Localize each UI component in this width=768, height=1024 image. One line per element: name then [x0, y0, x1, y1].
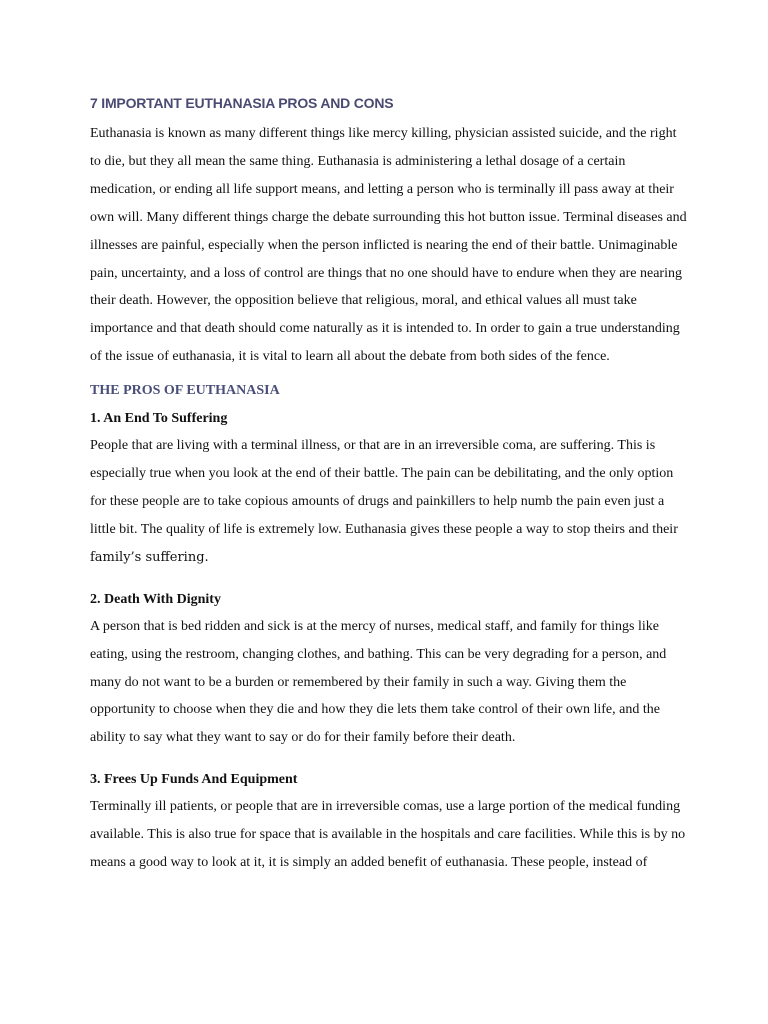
pro-item-3 [90, 766, 690, 877]
pro-body-2: A person that is bed ridden and sick is at the mercy of nurses, medical staff, and family for things like eating, using the restroom, changing clothes, and bathing. This can be very degrading for a person, and many do not want to be a burden or remembered by their family in such a way. Giving them the opportunity to choose when they die and how they die lets them take control of their own life, and the ability to say what they want to say or do for their family before their death. [90, 618, 667, 746]
document-title: 7 IMPORTANT EUTHANASIA PROS AND CONS [90, 95, 394, 111]
pros-section-heading: THE PROS OF EUTHANASIA [90, 383, 280, 399]
document-page [90, 92, 690, 877]
pro-body-1-text: People that are living with a terminal illness, or that are in an irreversible coma, are suffering. This is especially true when you look at the end of their battle. The pain can be debilitating, and the only option for these people are to take copious amounts of drugs and painkillers to help numb the pain even just a little bit. The quality of life is extremely low. Euthanasia gives these people a way to stop theirs and their [90, 438, 678, 537]
pro-body-1 [90, 432, 690, 572]
pro-heading-2: 2. Death With Dignity [90, 591, 221, 607]
pro-body-3: Terminally ill patients, or people that are in irreversible comas, use a large portion of the medical funding available. This is also true for space that is available in the hospitals and care facilities. While this is by no means a good way to look at it, it is simply an added benefit of euthanasia. These people, instead of [90, 799, 686, 871]
pro-body-1-tail: family’s suffering. [90, 549, 209, 565]
pro-heading-1: 1. An End To Suffering [90, 411, 228, 427]
pro-item-2 [90, 586, 690, 753]
intro-paragraph: Euthanasia is known as many different things like mercy killing, physician assisted suicide, and the right to die, but they all mean the same thing. Euthanasia is administering a lethal dosage of a certain medication, or ending all life support means, and letting a person who is terminally ill pass away at their own will. Many different things charge the debate surrounding this hot button issue. Terminal diseases and illnesses are painful, especially when the person inflicted is nearing the end of their battle. Unimaginable pain, uncertainty, and a loss of control are things that no one should have to endure when they are nearing their death. However, the opposition believe that religious, moral, and ethical values all must take importance and that death should come naturally as it is intended to. In order to gain a true understanding of the issue of euthanasia, it is vital to learn all about the debate from both sides of the fence. [90, 126, 687, 365]
pro-heading-3: 3. Frees Up Funds And Equipment [90, 772, 298, 788]
pro-item-1 [90, 405, 690, 572]
